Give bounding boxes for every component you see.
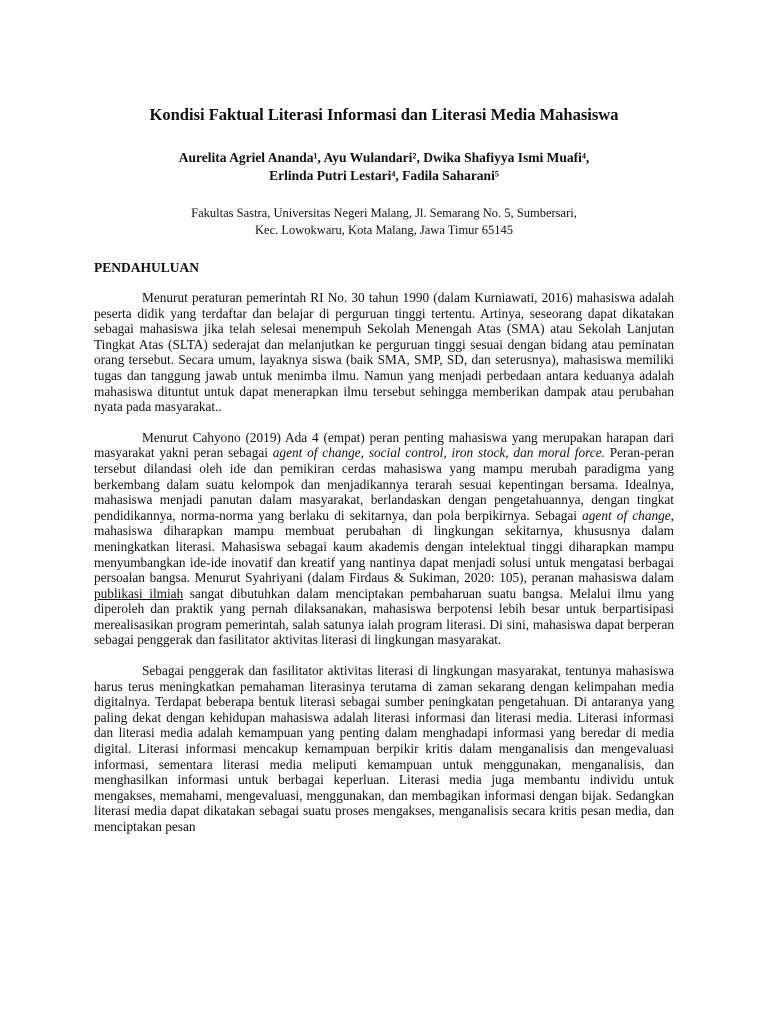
paragraph-3: Sebagai penggerak dan fasilitator aktivitas literasi di lingkungan masyarakat, tentunya mahasiswa harus terus meningkatkan pemahaman literasinya terutama di zaman sekarang dengan kelimpahan media digitalnya. Terdapat beberapa bentuk literasi sebagai sumber peningkatan pengetahuan. Di antaranya yang paling dekat dengan kehidupan mahasiswa adalah literasi informasi dan literasi media. Literasi informasi dan literasi media adalah kemampuan yang penting dalam menghadapi informasi yang beredar di media digital. Literasi informasi mencakup kemampuan berpikir kritis dalam menganalisis dan mengevaluasi informasi, sementara literasi media meliputi kemampuan untuk menggunakan, menganalisis, dan menghasilkan informasi untuk berbagai keperluan. Literasi media juga membantu individu untuk mengakses, memahami, mengevaluasi, menggunakan, dan membagikan informasi dengan bijak. Sedangkan literasi media dapat dikatakan sebagai suatu proses mengakses, menganalisis secara kritis pesan media, dan menciptakan pesan — [94, 663, 674, 834]
paragraph-2-italic-roles: agent of change, social control, iron stock, dan moral force. — [272, 445, 605, 461]
affiliation — [94, 205, 674, 239]
paragraph-2 — [94, 430, 674, 648]
paragraph-2-text-c: , mahasiswa diharapkan mampu membuat perubahan di lingkungan sekitarnya, khususnya dalam meningkatkan literasi. Mahasiswa sebagai kaum akademis dengan intelektual tinggi diharapkan mampu menyumbangkan ide-ide inovatif dan kreatif yang nantinya dapat menjadi solusi untuk mengatasi berbagai persoalan bangsa. Menurut Syahriyani (dalam Firdaus & Sukiman, 2020: 105), peranan mahasiswa dalam — [94, 507, 674, 586]
section-heading: PENDAHULUAN — [94, 260, 200, 275]
affiliation-line-2: Kec. Lowokwaru, Kota Malang, Jawa Timur 65145 — [255, 223, 513, 237]
paragraph-2-text-b: Peran-peran tersebut dilandasi oleh ide dan pemikiran cerdas mahasiswa yang mampu merubah paradigma yang berkembang dalam suatu kelompok dan menjadikannya terarah sesuai kepentingan bersama. Idealnya, mahasiswa menjadi panutan dalam masyarakat, berlandaskan dengan pengetahuannya, dengan tingkat pendidikannya, norma-norma yang berlaku di sekitarnya, dan pola berpikirnya. Sebagai — [94, 445, 674, 523]
affiliation-line-1: Fakultas Sastra, Universitas Negeri Malang, Jl. Semarang No. 5, Sumbersari, — [191, 206, 577, 220]
paragraph-2-italic-agent: agent of change — [582, 507, 671, 523]
paragraph-2-text-a: Menurut Cahyono (2019) Ada 4 (empat) peran penting mahasiswa yang merupakan harapan dari masyarakat yakni peran sebagai — [94, 429, 674, 461]
paragraph-1: Menurut peraturan pemerintah RI No. 30 tahun 1990 (dalam Kurniawati, 2016) mahasiswa adalah peserta didik yang terdaftar dan belajar di perguruan tinggi tertentu. Artinya, seseorang dapat dikatakan sebagai mahasiswa jika telah selesai menempuh Sekolah Menengah Atas (SMA) atau Sekolah Lanjutan Tingkat Atas (SLTA) sederajat dan melanjutkan ke perguruan tinggi sesuai dengan bidang atau peminatan orang tersebut. Secara umum, layaknya siswa (baik SMA, SMP, SD, dan seterusnya), mahasiswa memiliki tugas dan tanggung jawab untuk menimba ilmu. Namun yang menjadi perbedaan antara keduanya adalah mahasiswa dituntut untuk dapat menerapkan ilmu tersebut sehingga memberikan dampak atau perubahan nyata pada masyarakat.. — [94, 290, 674, 415]
paragraph-2-text-d: sangat dibutuhkan dalam menciptakan pembaharuan suatu bangsa. Melalui ilmu yang diperoleh dan praktik yang pernah dilaksanakan, mahasiswa berpotensi lebih besar untuk berpartisipasi merealisasikan program pemerintah, salah satunya ialah program literasi. Di sini, mahasiswa dapat berperan sebagai penggerak dan fasilitator aktivitas literasi di lingkungan masyarakat. — [94, 585, 674, 648]
authors-line-2: Erlinda Putri Lestari⁴, Fadila Saharani⁵ — [269, 168, 499, 183]
paper-title: Kondisi Faktual Literasi Informasi dan Literasi Media Mahasiswa — [149, 105, 619, 124]
authors-line-1: Aurelita Agriel Ananda¹, Ayu Wulandari², Dwika Shafiyya Ismi Muafi⁴, — [178, 150, 590, 165]
paragraph-2-underlined: publikasi ilmiah — [94, 585, 184, 601]
author-list — [94, 149, 674, 185]
